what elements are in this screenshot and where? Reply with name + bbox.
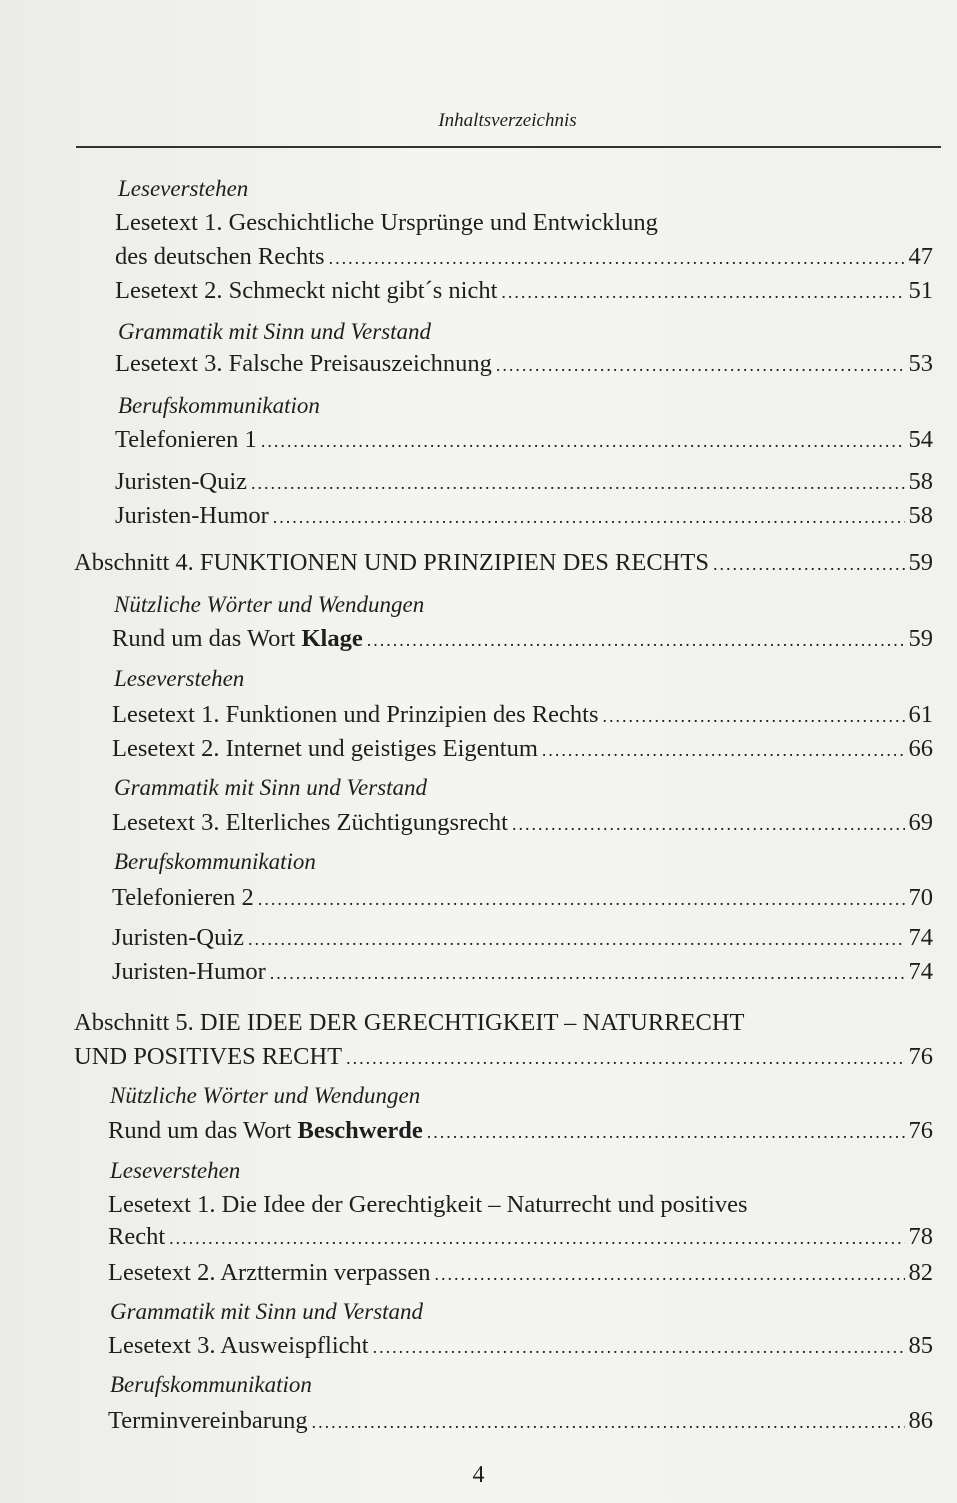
toc-page-number: 58 [908,502,933,529]
toc-entry-keyword: Klage [301,625,363,652]
toc-entry-prefix: Rund um das Wort [112,625,302,652]
section-title: UND POSITIVES RECHT [74,1043,343,1070]
toc-entry [112,734,933,765]
toc-section-heading [74,1042,933,1073]
toc-entry-title: Lesetext 3. Elterliches Züchtigungsrecht [112,809,508,836]
toc-page-number: 69 [908,809,933,836]
category-berufskommunikation: Berufskommunikation [110,1372,312,1397]
toc-entry-title: Telefonieren 2 [112,884,254,911]
toc-page-number: 82 [908,1259,933,1286]
toc-entry [115,467,933,498]
toc-entry [115,242,933,273]
toc-entry [115,349,933,380]
dot-leader [251,468,905,498]
toc-entry-title: Juristen-Quiz [112,924,244,951]
toc-entry-title-line1: Lesetext 1. Die Idee der Gerechtigkeit – Naturrecht und positives [108,1191,748,1218]
toc-entry-title: des deutschen Rechts [115,243,325,270]
toc-page-number: 76 [908,1043,933,1070]
toc-entry-title: Lesetext 3. Ausweispflicht [108,1332,369,1359]
toc-entry-title: Lesetext 2. Schmeckt nicht gibt´s nicht [115,277,498,304]
dot-leader [713,549,905,579]
toc-entry-title: Lesetext 3. Falsche Preisauszeichnung [115,350,492,377]
toc-page-number: 47 [908,243,933,270]
running-head: Inhaltsverzeichnis [438,110,577,131]
toc-section-heading [74,548,933,579]
toc-entry-title: Juristen-Humor [115,502,269,529]
toc-entry-title: Terminvereinbarung [108,1407,308,1434]
toc-entry [115,425,933,456]
toc-entry-title: Juristen-Humor [112,958,266,985]
toc-page-number: 59 [908,549,933,576]
toc-entry-title: Lesetext 1. Funktionen und Prinzipien des Rechts [112,701,599,728]
section-title-line1: Abschnitt 5. DIE IDEE DER GERECHTIGKEIT – NATURRECHT [74,1009,745,1036]
toc-entry [108,1406,933,1437]
toc-page-number: 59 [908,625,933,652]
dot-leader [273,502,905,532]
dot-leader [373,1332,905,1362]
dot-leader [434,1259,904,1289]
toc-page-number: 86 [908,1407,933,1434]
dot-leader [367,625,905,655]
dot-leader [258,884,905,914]
toc-entry-title [108,1116,423,1146]
toc-page-number: 61 [908,701,933,728]
toc-entry [108,1222,933,1253]
toc-entry [108,1331,933,1362]
toc-entry [112,957,933,988]
category-grammatik: Grammatik mit Sinn und Verstand [114,775,428,800]
toc-entry-title-line1: Lesetext 1. Geschichtliche Ursprünge und Entwicklung [115,209,658,236]
dot-leader [261,426,905,456]
toc-entry [115,276,933,307]
toc-page-number: 58 [908,468,933,495]
toc-entry-title: Lesetext 2. Arzttermin verpassen [108,1259,431,1286]
toc-page-number: 53 [908,350,933,377]
toc-entry-keyword: Beschwerde [297,1117,423,1144]
toc-page-number: 51 [908,277,933,304]
category-grammatik: Grammatik mit Sinn und Verstand [110,1299,424,1324]
toc-page-number: 70 [908,884,933,911]
toc-entry [108,1258,933,1289]
toc-page-number: 54 [908,426,933,453]
toc-entry-title: Lesetext 2. Internet und geistiges Eigentum [112,735,538,762]
section-title: Abschnitt 4. FUNKTIONEN UND PRINZIPIEN DES RECHTS [74,549,709,576]
category-leseverstehen: Leseverstehen [110,1158,241,1183]
page-number: 4 [472,1462,485,1488]
dot-leader [248,924,905,954]
category-nuetzliche-woerter: Nützliche Wörter und Wendungen [110,1083,421,1108]
dot-leader [427,1117,905,1147]
toc-entry [108,1116,933,1147]
toc-entry-title: Juristen-Quiz [115,468,247,495]
toc-page-number: 76 [908,1117,933,1144]
header-rule [76,146,941,148]
toc-entry [112,700,933,731]
dot-leader [501,277,904,307]
toc-entry [112,923,933,954]
category-berufskommunikation: Berufskommunikation [114,849,316,874]
toc-entry [112,624,933,655]
toc-entry-title: Recht [108,1223,166,1250]
dot-leader [312,1407,905,1437]
toc-page-number: 85 [908,1332,933,1359]
category-leseverstehen: Leseverstehen [114,666,245,691]
toc-page-number: 78 [908,1223,933,1250]
category-grammatik: Grammatik mit Sinn und Verstand [118,319,432,344]
category-nuetzliche-woerter: Nützliche Wörter und Wendungen [114,592,425,617]
toc-page-number: 74 [908,958,933,985]
toc-entry [112,808,933,839]
dot-leader [329,243,905,273]
toc-entry-title: Telefonieren 1 [115,426,257,453]
dot-leader [603,701,905,731]
dot-leader [542,735,905,765]
dot-leader [169,1223,904,1253]
toc-entry-prefix: Rund um das Wort [108,1117,298,1144]
dot-leader [270,958,905,988]
toc-page-number: 74 [908,924,933,951]
category-berufskommunikation: Berufskommunikation [118,393,320,418]
toc-entry-title [112,624,363,654]
dot-leader [346,1043,904,1073]
toc-entry [115,501,933,532]
toc-entry [112,883,933,914]
dot-leader [496,350,905,380]
toc-page-number: 66 [908,735,933,762]
category-leseverstehen: Leseverstehen [118,176,249,201]
dot-leader [512,809,905,839]
